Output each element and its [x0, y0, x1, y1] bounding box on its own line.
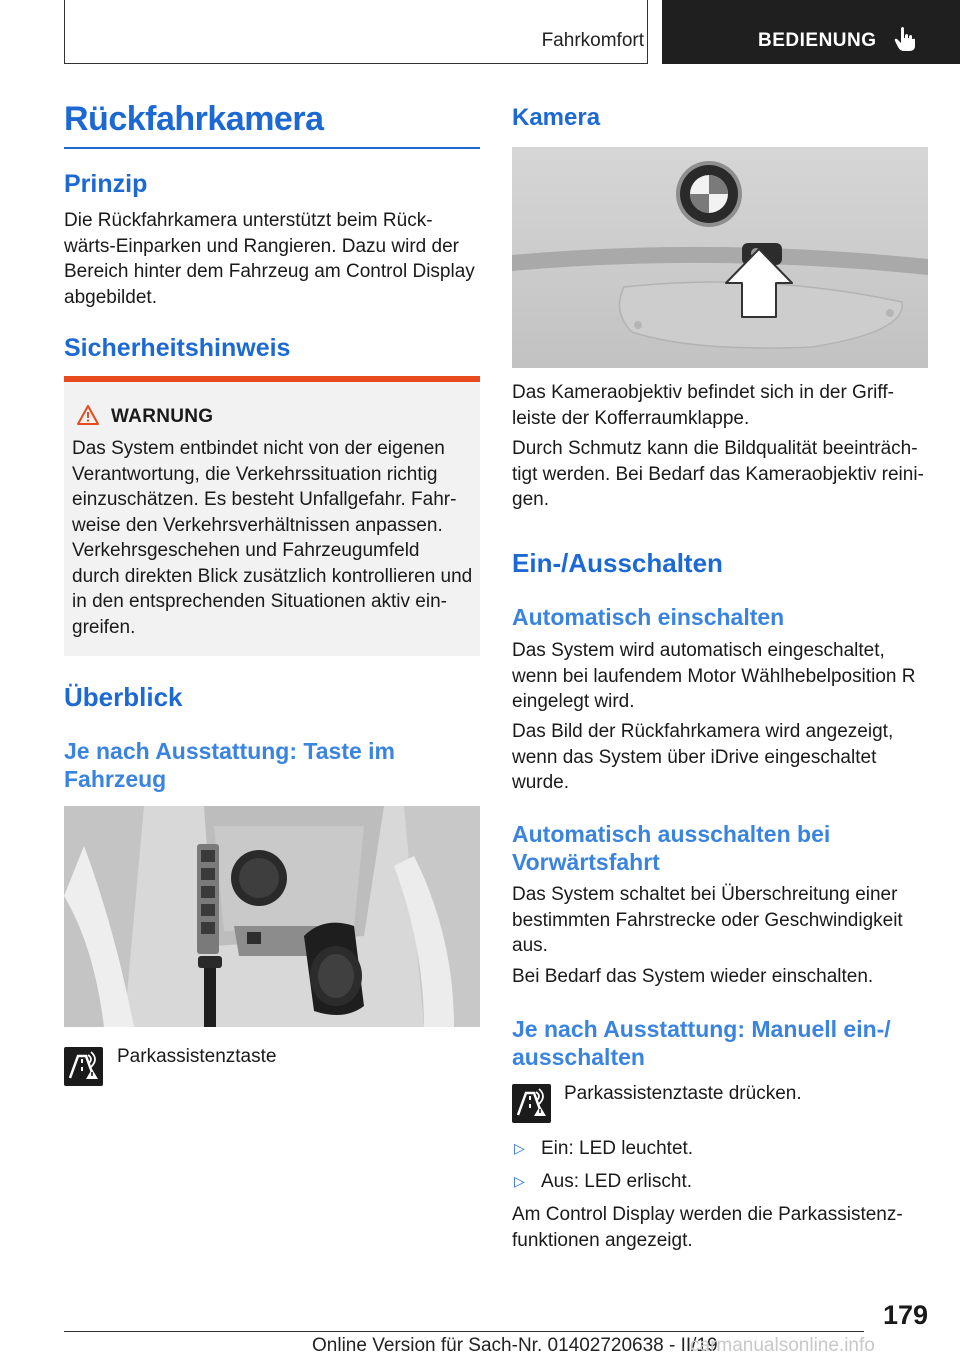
header-section-title: Fahrkomfort	[541, 30, 644, 51]
text-line: Das System wird automatisch eingeschaltet,	[512, 640, 885, 661]
text-line: aus.	[512, 935, 548, 956]
heading-line: Je nach Ausstattung: Taste im	[64, 738, 396, 764]
text-line: Bereich hinter dem Fahrzeug am Control Display	[64, 261, 475, 282]
triangle-bullet-icon: ▷	[514, 1140, 525, 1156]
heading-line: Fahrzeug	[64, 766, 167, 792]
text-line: Das System schaltet bei Überschreitung einer	[512, 884, 898, 905]
footer-rule	[64, 1331, 864, 1332]
hand-pointer-icon	[894, 26, 916, 52]
bullet-led-off: Aus: LED erlischt.	[541, 1171, 692, 1192]
header-chapter-tab	[662, 0, 960, 64]
text-line: funktionen angezeigt.	[512, 1229, 693, 1251]
auto-off-text	[512, 882, 903, 959]
text-line: in den entsprechenden Situationen aktiv ein‐	[72, 591, 447, 612]
auto-on-display-text	[512, 719, 893, 796]
heading-manual	[512, 1015, 891, 1071]
watermark: carmanualsonline.info	[690, 1335, 875, 1356]
triangle-bullet-icon: ▷	[514, 1173, 525, 1189]
camera-photo	[512, 147, 928, 368]
heading-overview: Überblick	[64, 682, 183, 712]
auto-off-reenable-text: Bei Bedarf das System wieder einschalten.	[512, 966, 874, 987]
heading-line: ausschalten	[512, 1044, 645, 1070]
text-line: Am Control Display werden die Parkassistenz‐	[512, 1204, 903, 1225]
text-line: abgebildet.	[64, 286, 157, 308]
header-chapter-label: BEDIENUNG	[758, 30, 877, 51]
park-assist-button-icon	[64, 1047, 103, 1086]
heading-auto-off	[512, 820, 830, 876]
console-photo	[64, 806, 480, 1027]
heading-line: Vorwärtsfahrt	[512, 849, 660, 875]
text-line: wenn das System über iDrive eingeschaltet	[512, 746, 877, 768]
text-line: wärts‐Einparken und Rangieren. Dazu wird der	[64, 235, 459, 257]
camera-location-text	[512, 380, 894, 431]
text-line: tigt werden. Bei Bedarf das Kameraobjektiv reini‐	[512, 463, 924, 485]
heading-overview-sub	[64, 737, 395, 793]
auto-on-text	[512, 638, 915, 715]
bullet-led-on: Ein: LED leuchtet.	[541, 1138, 694, 1159]
text-line: durch direkten Blick zusätzlich kontrollieren und	[72, 565, 473, 587]
page-title: Rückfahrkamera	[64, 100, 324, 138]
text-line: Verkehrsgeschehen und Fahrzeugumfeld	[72, 540, 420, 561]
text-line: weise den Verkehrsverhältnissen anpassen.	[72, 514, 443, 536]
text-line: Das System entbindet nicht von der eigenen	[72, 438, 445, 459]
text-line: eingelegt wird.	[512, 691, 635, 712]
text-line: Das Kameraobjektiv befindet sich in der Griff‐	[512, 382, 894, 403]
principle-text	[64, 208, 475, 310]
text-line: Das Bild der Rückfahrkamera wird angezeigt,	[512, 721, 894, 742]
heading-line: Automatisch ausschalten bei	[512, 821, 831, 847]
text-line: Die Rückfahrkamera unterstützt beim Rück‐	[64, 210, 433, 231]
heading-auto-on: Automatisch einschalten	[512, 604, 785, 630]
text-line: leiste der Kofferraumklappe.	[512, 407, 750, 429]
text-line: wurde.	[512, 772, 570, 793]
heading-onoff: Ein‐/Ausschalten	[512, 548, 723, 578]
footer-version-text: Online Version für Sach-Nr. 01402720638 - II/19	[312, 1335, 718, 1356]
text-line: bestimmten Fahrstrecke oder Geschwindigkeit	[512, 909, 903, 931]
park-assist-caption: Parkassistenztaste	[117, 1046, 277, 1067]
heading-safety: Sicherheitshinweis	[64, 334, 291, 362]
text-line: greifen.	[72, 616, 136, 638]
warning-triangle-icon	[76, 404, 100, 426]
title-rule	[64, 147, 480, 149]
text-line: gen.	[512, 489, 549, 510]
warning-label: WARNUNG	[111, 406, 214, 427]
heading-principle: Prinzip	[64, 170, 148, 198]
warning-text	[72, 436, 472, 640]
text-line: einzuschätzen. Es besteht Unfallgefahr. Fahr‐	[72, 489, 457, 510]
page-number: 179	[882, 1300, 928, 1330]
text-line: Verantwortung, die Verkehrssituation richtig	[72, 463, 438, 485]
camera-cleaning-text	[512, 436, 924, 513]
heading-camera: Kamera	[512, 104, 601, 131]
text-line: Durch Schmutz kann die Bildqualität beeinträch‐	[512, 438, 918, 459]
manual-display-text	[512, 1202, 903, 1253]
warning-box	[64, 382, 480, 656]
park-assist-button-icon	[512, 1084, 551, 1123]
text-line: wenn bei laufendem Motor Wählhebelposition R	[512, 665, 916, 687]
manual-instruction: Parkassistenztaste drücken.	[564, 1083, 802, 1104]
heading-line: Je nach Ausstattung: Manuell ein‐/	[512, 1016, 891, 1042]
